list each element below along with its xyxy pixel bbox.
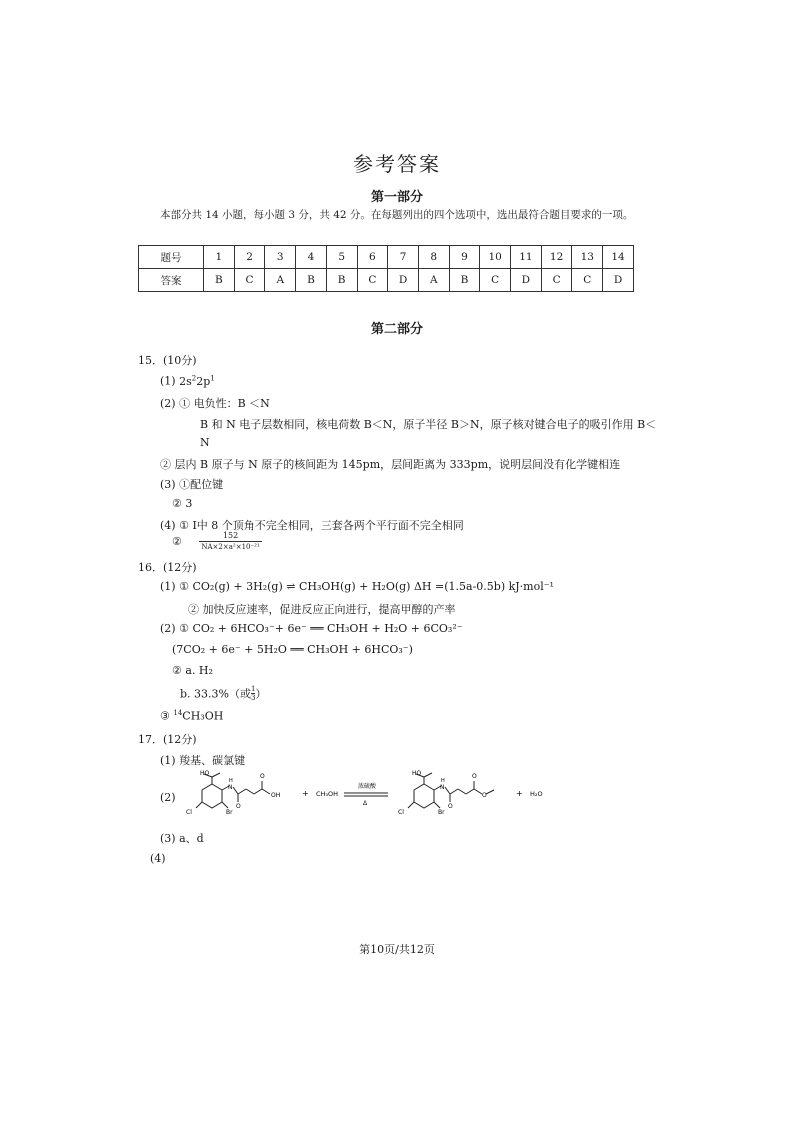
part-label: (4) — [160, 519, 176, 532]
fraction-denominator: NA×2×a²×10⁻²¹ — [201, 543, 260, 551]
table-cell: C — [357, 269, 388, 292]
bond — [212, 773, 220, 777]
table-cell: 10 — [480, 246, 511, 269]
atom-label: Br — [438, 809, 445, 816]
atom-label: HO — [412, 770, 422, 777]
reagent-methanol: CH₃OH — [316, 790, 339, 798]
answer-text: (7CO₂ + 6e⁻ + 5H₂O ══ CH₃OH + 6HCO₃⁻) — [172, 643, 413, 656]
page-footer: 第10页/共12页 — [359, 943, 435, 956]
atom-label: H — [441, 778, 445, 784]
q16-part1 — [160, 580, 554, 593]
product-water: H₂O — [530, 790, 543, 798]
reaction-condition: 浓硫酸 — [358, 783, 377, 790]
table-cell: 8 — [418, 246, 449, 269]
table-cell: A — [265, 269, 296, 292]
superscript: 2 — [191, 374, 197, 382]
table-cell: D — [511, 269, 542, 292]
answer-text: B 和 N 电子层数相同，核电荷数 B＜N，原子半径 B＞N，原子核对键合电子的吸引作用 B＜ — [200, 418, 657, 431]
part-label: (3) — [160, 832, 176, 845]
answer-text: ①配位键 — [179, 478, 224, 491]
bond — [254, 789, 262, 794]
bond — [466, 789, 474, 794]
table-cell: 1 — [204, 246, 235, 269]
answer-text: CH₃OH — [182, 709, 224, 723]
bond — [196, 802, 202, 808]
question-15-heading: 15．(10分) — [138, 354, 197, 367]
answer-text: ① I中 8 个顶角不完全相同，三套各两个平行面不完全相同 — [179, 519, 464, 532]
table-cell: 13 — [572, 246, 603, 269]
bond — [262, 789, 270, 794]
atom-label: O — [236, 803, 241, 810]
atom-label: Cl — [186, 809, 192, 816]
answer-text: a、d — [179, 832, 204, 845]
bond — [474, 789, 482, 794]
table-cell: B — [326, 269, 357, 292]
q16-ratio — [180, 685, 266, 702]
answer-text: ① CO₂(g) + 3H₂(g) ⇌ CH₃OH(g) + H₂O(g) ΔH =(1.5a-0.5b) kJ·mol⁻¹ — [179, 580, 554, 593]
q15-part2 — [160, 395, 270, 411]
part-label: (2) — [160, 622, 176, 635]
plus-sign: + — [516, 789, 523, 798]
answer-text: ② 加快反应速率，促进反应正向进行，提高甲醇的产率 — [188, 603, 456, 616]
table-cell: 5 — [326, 246, 357, 269]
q15-formula — [172, 531, 262, 552]
superscript: 14 — [173, 709, 183, 717]
bond — [458, 789, 466, 794]
q15-part3 — [160, 476, 223, 492]
table-cell: 7 — [388, 246, 419, 269]
part-label: (1) — [160, 374, 176, 388]
atom-label: O — [260, 773, 265, 780]
table-row-label: 题号 — [139, 246, 204, 269]
answer-text: N — [200, 436, 210, 449]
bond — [450, 789, 458, 794]
table-cell: 4 — [296, 246, 327, 269]
answer-text: ① CO₂ + 6HCO₃⁻+ 6e⁻ ══ CH₃OH + H₂O + 6CO₃²⁻ — [179, 622, 463, 635]
answer-text: 羧基、碳氯键 — [179, 754, 246, 767]
table-cell: 6 — [357, 246, 388, 269]
atom-label: N — [440, 784, 445, 791]
table-cell: 2 — [234, 246, 265, 269]
question-17-heading: 17．(12分) — [138, 733, 197, 746]
fraction-numerator: 1 — [250, 685, 256, 693]
bond — [238, 789, 246, 794]
part1-heading: 第一部分 — [370, 190, 423, 205]
atom-label: OH — [271, 792, 281, 799]
plus-sign: + — [302, 789, 309, 798]
atom-label: O — [472, 773, 477, 780]
q16-isotope — [160, 709, 223, 723]
part-label: (1) — [160, 754, 176, 767]
table-row-label: 答案 — [139, 269, 204, 292]
bond — [445, 787, 450, 794]
circled-mark: ③ — [160, 709, 170, 723]
atom-label: Br — [226, 809, 233, 816]
table-cell: 3 — [265, 246, 296, 269]
benzene-ring — [202, 784, 222, 808]
table-cell: C — [541, 269, 572, 292]
bond — [486, 790, 494, 794]
table-cell: D — [603, 269, 634, 292]
atom-label: HO — [200, 770, 210, 777]
bond — [408, 802, 414, 808]
atom-label: O — [482, 792, 487, 799]
part1-intro: 本部分共 14 小题，每小题 3 分，共 42 分。在每题列出的四个选项中，选出最符合题目要求的一项。 — [160, 209, 634, 221]
table-row-numbers — [139, 246, 634, 269]
table-cell: 14 — [603, 246, 634, 269]
table-cell: 11 — [511, 246, 542, 269]
atom-label: H — [229, 778, 233, 784]
answer-text: ② 3 — [172, 497, 193, 510]
superscript: 1 — [210, 374, 215, 382]
part-label: (4) — [150, 852, 166, 865]
answer-table — [138, 245, 634, 292]
table-cell: 9 — [449, 246, 480, 269]
table-cell: D — [388, 269, 419, 292]
esterification-reaction-scheme — [180, 766, 580, 824]
bond — [222, 802, 228, 808]
table-cell: 12 — [541, 246, 572, 269]
question-16-heading: 16．(12分) — [138, 561, 197, 574]
atom-label: N — [228, 784, 233, 791]
fraction-numerator: 152 — [199, 531, 261, 542]
table-row-answers — [139, 269, 634, 292]
circled-mark: ② — [172, 535, 182, 548]
benzene-ring — [414, 784, 434, 808]
part-label: (2) — [160, 397, 176, 410]
answer-text: ② a. H₂ — [172, 664, 213, 677]
part-label: (3) — [160, 478, 176, 491]
config-text: 2p — [196, 374, 211, 388]
part-label: (2) — [160, 791, 176, 804]
q16-part2 — [160, 622, 463, 635]
table-cell: B — [204, 269, 235, 292]
table-cell: C — [480, 269, 511, 292]
q15-part1 — [160, 374, 215, 388]
table-cell: C — [572, 269, 603, 292]
reaction-condition: Δ — [363, 800, 368, 807]
table-cell: B — [449, 269, 480, 292]
answer-text: ② 层内 B 原子与 N 原子的核间距为 145pm，层间距离为 333pm，说明层间没有化学键相连 — [160, 458, 621, 471]
reactant-structure — [196, 773, 270, 808]
table-cell: A — [418, 269, 449, 292]
electron-config — [179, 375, 215, 388]
density-fraction — [199, 531, 261, 552]
answer-text: b. 33.3%（或 — [180, 687, 251, 701]
bond — [233, 787, 238, 794]
table-cell: C — [234, 269, 265, 292]
part2-heading: 第二部分 — [370, 322, 423, 337]
atom-label: O — [448, 803, 453, 810]
answer-text: ） — [255, 687, 267, 701]
atom-label: Cl — [398, 809, 404, 816]
bond — [434, 802, 440, 808]
fraction-denominator: 3 — [250, 694, 256, 702]
table-cell: B — [296, 269, 327, 292]
bond — [424, 773, 432, 777]
part-label: (1) — [160, 580, 176, 593]
page-title: 参考答案 — [353, 152, 441, 176]
answer-text: ① 电负性：B ＜N — [179, 397, 270, 410]
bond — [246, 789, 254, 794]
config-text: 2s — [179, 374, 192, 388]
q17-part3 — [160, 830, 204, 846]
